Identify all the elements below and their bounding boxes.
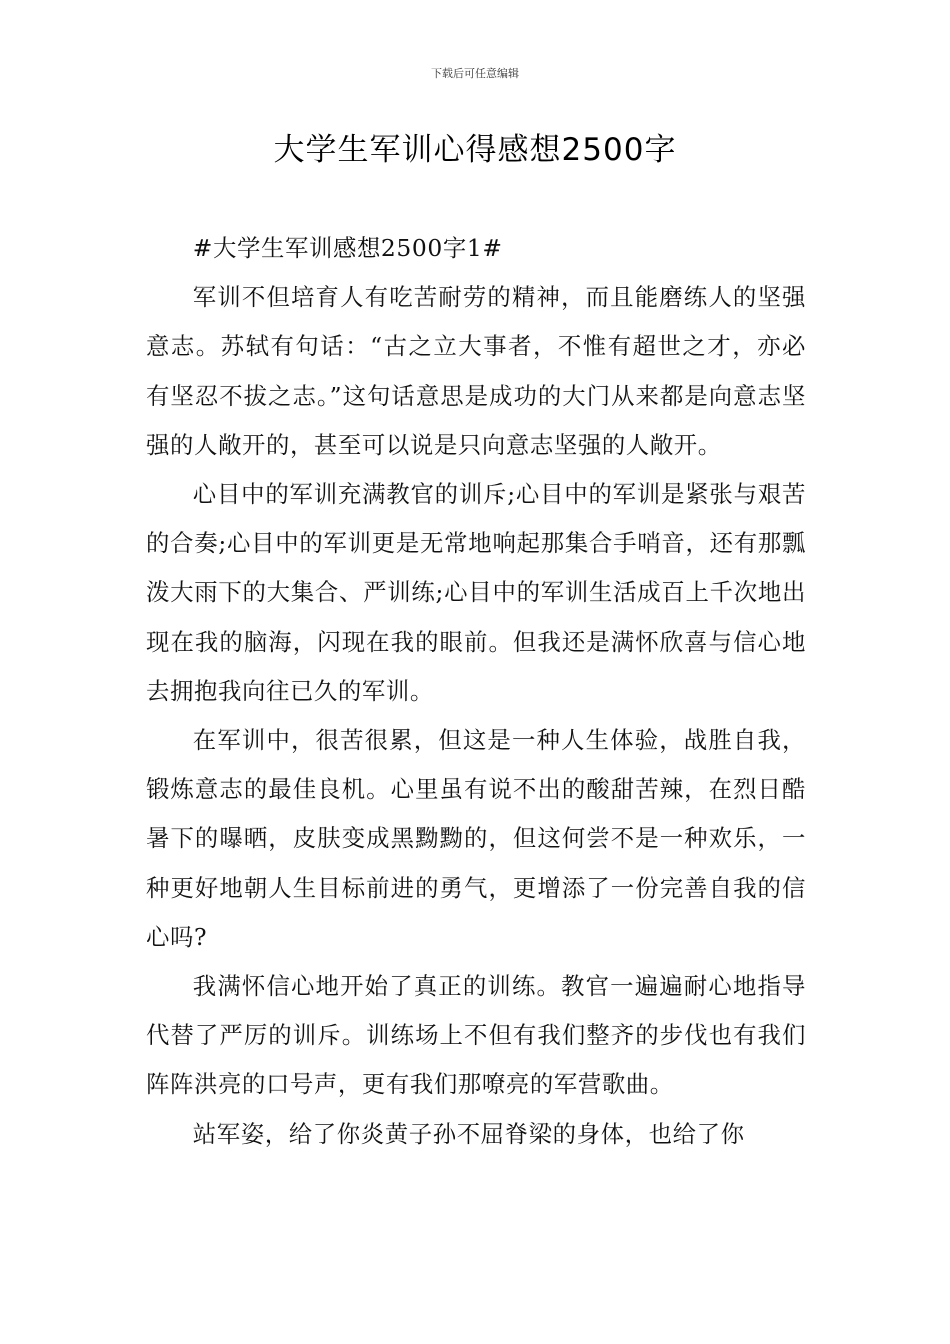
- document-body: [146, 224, 806, 1159]
- document-title: 大学生军训心得感想2500字: [273, 132, 677, 168]
- paragraph-1: 军训不但培育人有吃苦耐劳的精神，而且能磨练人的坚强意志。苏轼有句话：“古之立大事者，不惟有超世之才，亦必有坚忍不拔之志。”这句话意思是成功的大门从来都是向意志坚强的人敞开的，甚至可以说是只向意志坚强的人敞开。: [146, 283, 806, 459]
- paragraph-2: 心目中的军训充满教官的训斥;心目中的军训是紧张与艰苦的合奏;心目中的军训更是无常地响起那集合手哨音，还有那瓢泼大雨下的大集合、严训练;心目中的军训生活成百上千次地出现在我的脑海，闪现在我的眼前。但我还是满怀欣喜与信心地去拥抱我向往已久的军训。: [146, 480, 806, 705]
- section-heading: #大学生军训感想2500字1#: [192, 234, 503, 262]
- paragraph-4: 我满怀信心地开始了真正的训练。教官一遍遍耐心地指导代替了严厉的训斥。训练场上不但有我们整齐的步伐也有我们阵阵洪亮的口号声，更有我们那嘹亮的军营歌曲。: [146, 972, 806, 1099]
- paragraph-5: 站军姿，给了你炎黄子孙不屈脊梁的身体，也给了你: [192, 1119, 745, 1148]
- header-note: 下载后可任意编辑: [431, 67, 519, 80]
- paragraph-3: 在军训中，很苦很累，但这是一种人生体验，战胜自我，锻炼意志的最佳良机。心里虽有说不出的酸甜苦辣，在烈日酷暑下的曝晒，皮肤变成黑黝黝的，但这何尝不是一种欢乐，一种更好地朝人生目标前进的勇气，更增添了一份完善自我的信心吗?: [146, 726, 806, 951]
